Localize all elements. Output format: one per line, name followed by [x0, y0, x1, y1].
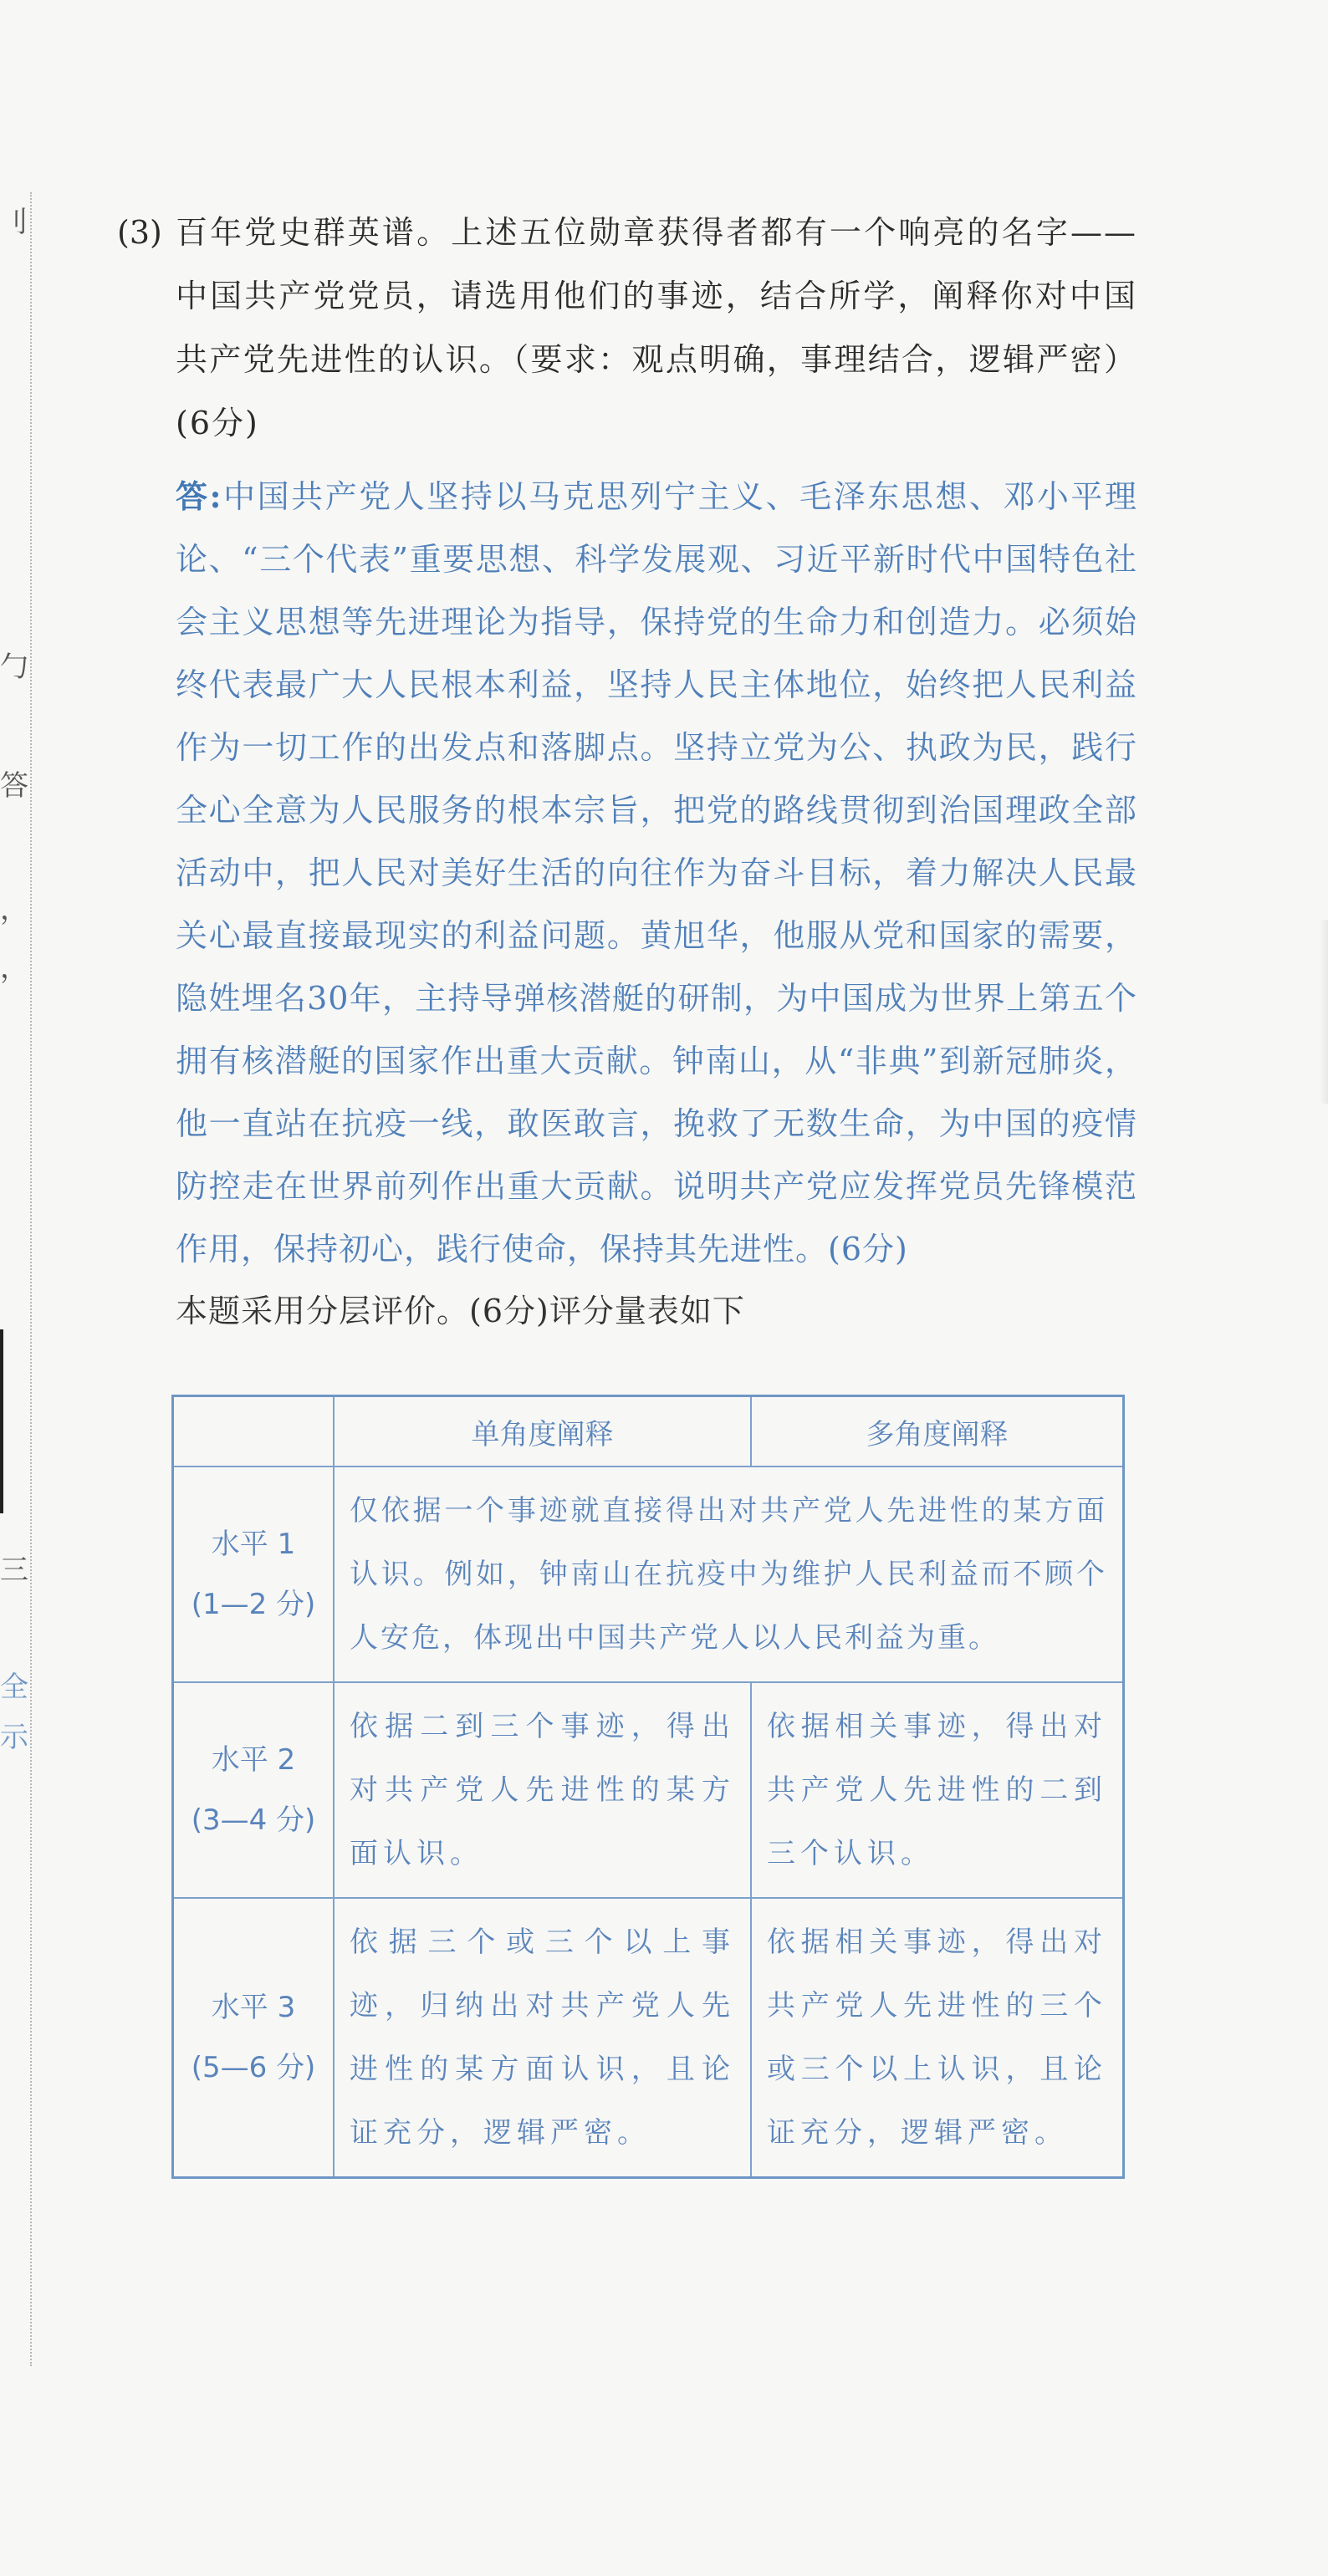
- rubric-header-row: [173, 1396, 1124, 1467]
- level-3-label: [173, 1898, 335, 2178]
- question-text: 百年党史群英谱。上述五位勋章获得者都有一个响亮的名字——中国共产党党员，请选用他们的事迹，结合所学，阐释你对中国共产党先进性的认识。（要求：观点明确，事理结合，逻辑严密）(6分): [176, 214, 1137, 441]
- level-3-name: 水平 3: [211, 1991, 296, 2024]
- level-1-name: 水平 1: [211, 1528, 296, 1561]
- binding-margin-line: [30, 192, 32, 2366]
- edge-glyph-5: ，: [0, 951, 28, 985]
- rubric-row-level-1: [173, 1467, 1124, 1682]
- answer-label: 答:: [176, 477, 222, 515]
- header-single: 单角度阐释: [334, 1396, 751, 1467]
- level-2-multi: 依据相关事迹，得出对共产党人先进性的二到三个认识。: [751, 1682, 1124, 1898]
- edge-glyph-3: 答: [0, 769, 28, 803]
- rubric-intro: 本题采用分层评价。(6分)评分量表如下: [176, 1293, 745, 1329]
- question-block: [117, 201, 1137, 1341]
- level-1-score: (1—2 分): [191, 1588, 316, 1621]
- edge-glyph-6: 三: [0, 1553, 28, 1587]
- question-number: (3): [117, 214, 162, 251]
- rubric-row-level-3: [173, 1898, 1124, 2178]
- header-corner: [173, 1396, 335, 1467]
- right-page-edge: [1320, 920, 1328, 1104]
- level-1-description: 仅依据一个事迹就直接得出对共产党人先进性的某方面认识。例如，钟南山在抗疫中为维护人民利益而不顾个人安危，体现出中国共产党人以人民利益为重。: [334, 1467, 1124, 1682]
- level-3-score: (5—6 分): [191, 2051, 316, 2084]
- edge-glyph-1: 刂: [0, 206, 28, 239]
- level-2-score: (3—4 分): [191, 1803, 316, 1837]
- answer-block: [176, 465, 1137, 1281]
- level-2-label: [173, 1682, 335, 1898]
- edge-glyph-7: 全: [0, 1671, 28, 1704]
- level-2-single: 依据二到三个事迹，得出对共产党人先进性的某方面认识。: [334, 1682, 751, 1898]
- edge-glyph-4: ，: [0, 893, 28, 926]
- header-multi: 多角度阐释: [751, 1396, 1124, 1467]
- level-3-multi: 依据相关事迹，得出对共产党人先进性的三个或三个以上认识，且论证充分，逻辑严密。: [751, 1898, 1124, 2178]
- level-3-single: 依据三个或三个以上事迹，归纳出对共产党人先进性的某方面认识，且论证充分，逻辑严密。: [334, 1898, 751, 2178]
- edge-glyph-2: 勹: [0, 650, 28, 684]
- rubric-row-level-2: [173, 1682, 1124, 1898]
- edge-glyph-8: 示: [0, 1721, 28, 1754]
- rubric-table: [171, 1395, 1125, 2179]
- level-1-label: [173, 1467, 335, 1682]
- edge-bar: [0, 1329, 3, 1513]
- level-2-name: 水平 2: [211, 1743, 296, 1777]
- answer-text: 中国共产党人坚持以马克思列宁主义、毛泽东思想、邓小平理论、“三个代表”重要思想、科学发展观、习近平新时代中国特色社会主义思想等先进理论为指导，保持党的生命力和创造力。必须始终代表最广大人民根本利益，坚持人民主体地位，始终把人民利益作为一切工作的出发点和落脚点。坚持立党为公、执政为民，践行全心全意为人民服务的根本宗旨，把党的路线贯彻到治国理政全部活动中，把人民对美好生活的向往作为奋斗目标，着力解决人民最关心最直接最现实的利益问题。黄旭华，他服从党和国家的需要，隐姓埋名30年，主持导弹核潜艇的研制，为中国成为世界上第五个拥有核潜艇的国家作出重大贡献。钟南山，从“非典”到新冠肺炎，他一直站在抗疫一线，敢医敢言，挽救了无数生命，为中国的疫情防控走在世界前列作出重大贡献。说明共产党应发挥党员先锋模范作用，保持初心，践行使命，保持其先进性。(6分): [176, 478, 1137, 1268]
